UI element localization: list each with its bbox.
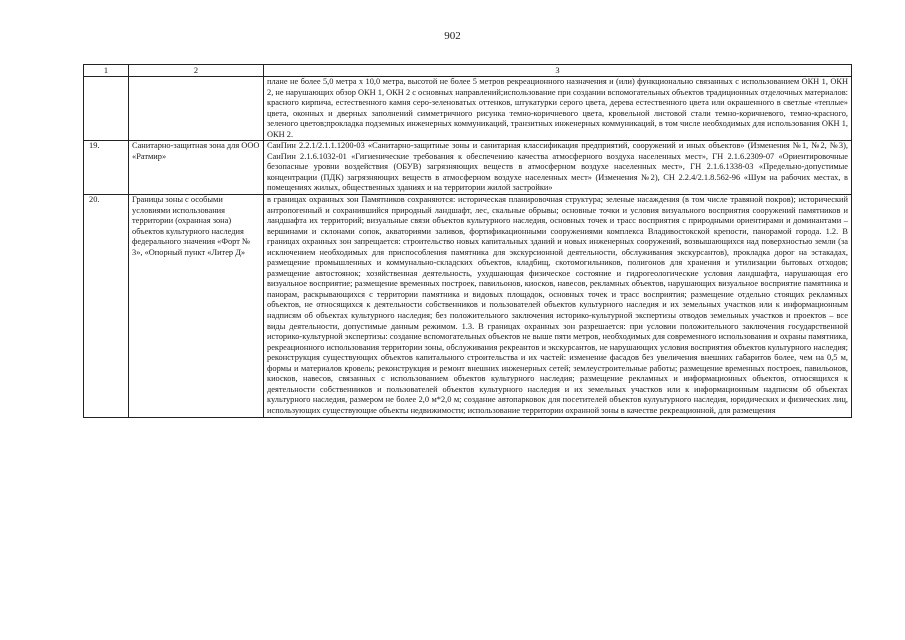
table-row xyxy=(84,195,852,417)
zone-name: Санитарно-защитная зона для ООО «Ратмир» xyxy=(129,141,264,195)
header-cell-3: 3 xyxy=(264,65,852,77)
table-row xyxy=(84,141,852,195)
row-number: 20. xyxy=(84,195,129,417)
row-number: 19. xyxy=(84,141,129,195)
table-header-row xyxy=(84,65,852,77)
zone-regulation-text: в границах охранных зон Памятников сохраняются: историческая планировочная структура; зеленые насаждения (в том числе травяной покров); исторический антропогенный и сохранившийся природный ландшафт, лес, скальные обрывы; основные точки и условия визуального восприятия сооружений памятников и ландшафта их территорий; визуальные связи объектов культурного наследия, основных точек и трасс восприятия с природными ориентирами и доминантами – вершинами и склонами сопок, акваториями заливов, фортификационными сооружениями комплекса Владивостокской крепости, панорамой города. 1.2. В границах охранных зон запрещается: строительство новых капитальных зданий и новых инженерных сооружений, возвышающихся над поверхностью земли (за исключением необходимых для приспособления памятника для экскурсионной деятельности, обслуживания экскурсантов), прокладка дорог на эстакадах, размещение промышленных и коммунально-складских объектов, кладбищ, скотомогильников, полигонов для хранения и утилизации бытовых отходов; размещение автостоянок; хозяйственная деятельность, ухудшающая физическое состояние и гидрогеологические условия ландшафта, нарушающая его визуальное восприятие; размещение временных построек, павильонов, киосков, навесов, рекламных объектов, нарушающих визуальное восприятие памятника и панорам, раскрывающихся с территории памятника и видовых площадок, основных точек и трасс восприятия; размещение отдельно стоящих рекламных объектов, не относящихся к деятельности собственников и пользователей объектов культурного наследия и их земельных участков или к информационным надписям об объектах культурного наследия; без положительного заключения историко-культурной экспертизы отводов земельных участков и проектов – все виды деятельности, допустимые данным режимом. 1.3. В границах охранных зон разрешается: при условии положительного заключения государственной историко-культурной экспертизы: создание вспомогательных объектов не выше пяти метров, необходимых для современного использования и охраны памятника, рекреационного использования территории зоны, обслуживания рекреантов и экскурсантов, не нарушающих условия восприятия объектов культурного наследия; реконструкция существующих объектов капитального строительства и их частей: изменение фасадов без увеличения внешних габаритов более, чем на 0,5 м, формы и материалов кровель; реконструкция и ремонт внешних инженерных сетей; землеустроительные работы; размещение временных построек, павильонов, киосков, навесов, связанных с использованием объектов культурного наследия; размещение рекламных и информационных объектов, относящихся к деятельности собственников и пользователей объектов культурного наследия и их земельных участков или к информационным надписям об объектах культурного наследия, размером не более 2,0 м*2,0 м; создание автопарковок для посетителей объектов кулуьтурного наследия, юридических и физических лиц, использующих существующие объекты недвижимости; использование территории охранной зоны в качестве рекреационной, для размещения xyxy=(264,195,852,417)
zone-name: Границы зоны с особыми условиями использования территории (охранная зона) объектов культурного наследия федерального значения «Форт № 3», «Опорный пункт «Литер Д» xyxy=(129,195,264,417)
zone-regulation-text: плане не более 5,0 метра х 10,0 метра, высотой не более 5 метров рекреационного назначения и (или) функционально связанных с использованием ОКН 1, ОКН 2, не нарушающих обзор ОКН 1, ОКН 2 с основных направлений;использование при создании вспомогательных объектов традиционных отделочных материалов: красного кирпича, естественного камня серо-зеленоватых оттенков, штукатурки серого цвета, дерева естественного цвета или окрашенного в светлые «теплые» цвета, оконных и дверных заполнений симметричного рисунка темно-коричневого цвета, кровельной листовой стали темно-коричневого, темно-красного, зеленого цветов;прокладка подземных инженерных коммуникаций, транзитных инженерных коммуникаций, в том числе необходимых для использования ОКН 1, ОКН 2. xyxy=(264,77,852,141)
page-number: 902 xyxy=(444,30,461,42)
zones-table xyxy=(83,64,852,418)
header-cell-1: 1 xyxy=(84,65,129,77)
zone-name xyxy=(129,77,264,141)
zone-regulation-text: СанПин 2.2.1/2.1.1.1200-03 «Санитарно-защитные зоны и санитарная классификация предприятий, сооружений и иных объектов» (Изменения №1, №2, №3), СанПин 2.1.6.1032-01 «Гигиенические требования к обеспечению качества атмосферного воздуха населенных мест», ГН 2.1.6.2309-07 «Ориентировочные безопасные уровни воздействия (ОБУВ) загрязняющих веществ в атмосферном воздухе населенных мест», ГН 2.1.6.1338-03 «Предельно-допустимые концентрации (ПДК) загрязняющих веществ в атмосферном воздухе населенных мест» (Изменения №2), СН 2.2.4/2.1.8.562-96 «Шум на рабочих местах, в помещениях жилых, общественных зданиях и на территории жилой застройки» xyxy=(264,141,852,195)
row-number xyxy=(84,77,129,141)
header-cell-2: 2 xyxy=(129,65,264,77)
table-row xyxy=(84,77,852,141)
